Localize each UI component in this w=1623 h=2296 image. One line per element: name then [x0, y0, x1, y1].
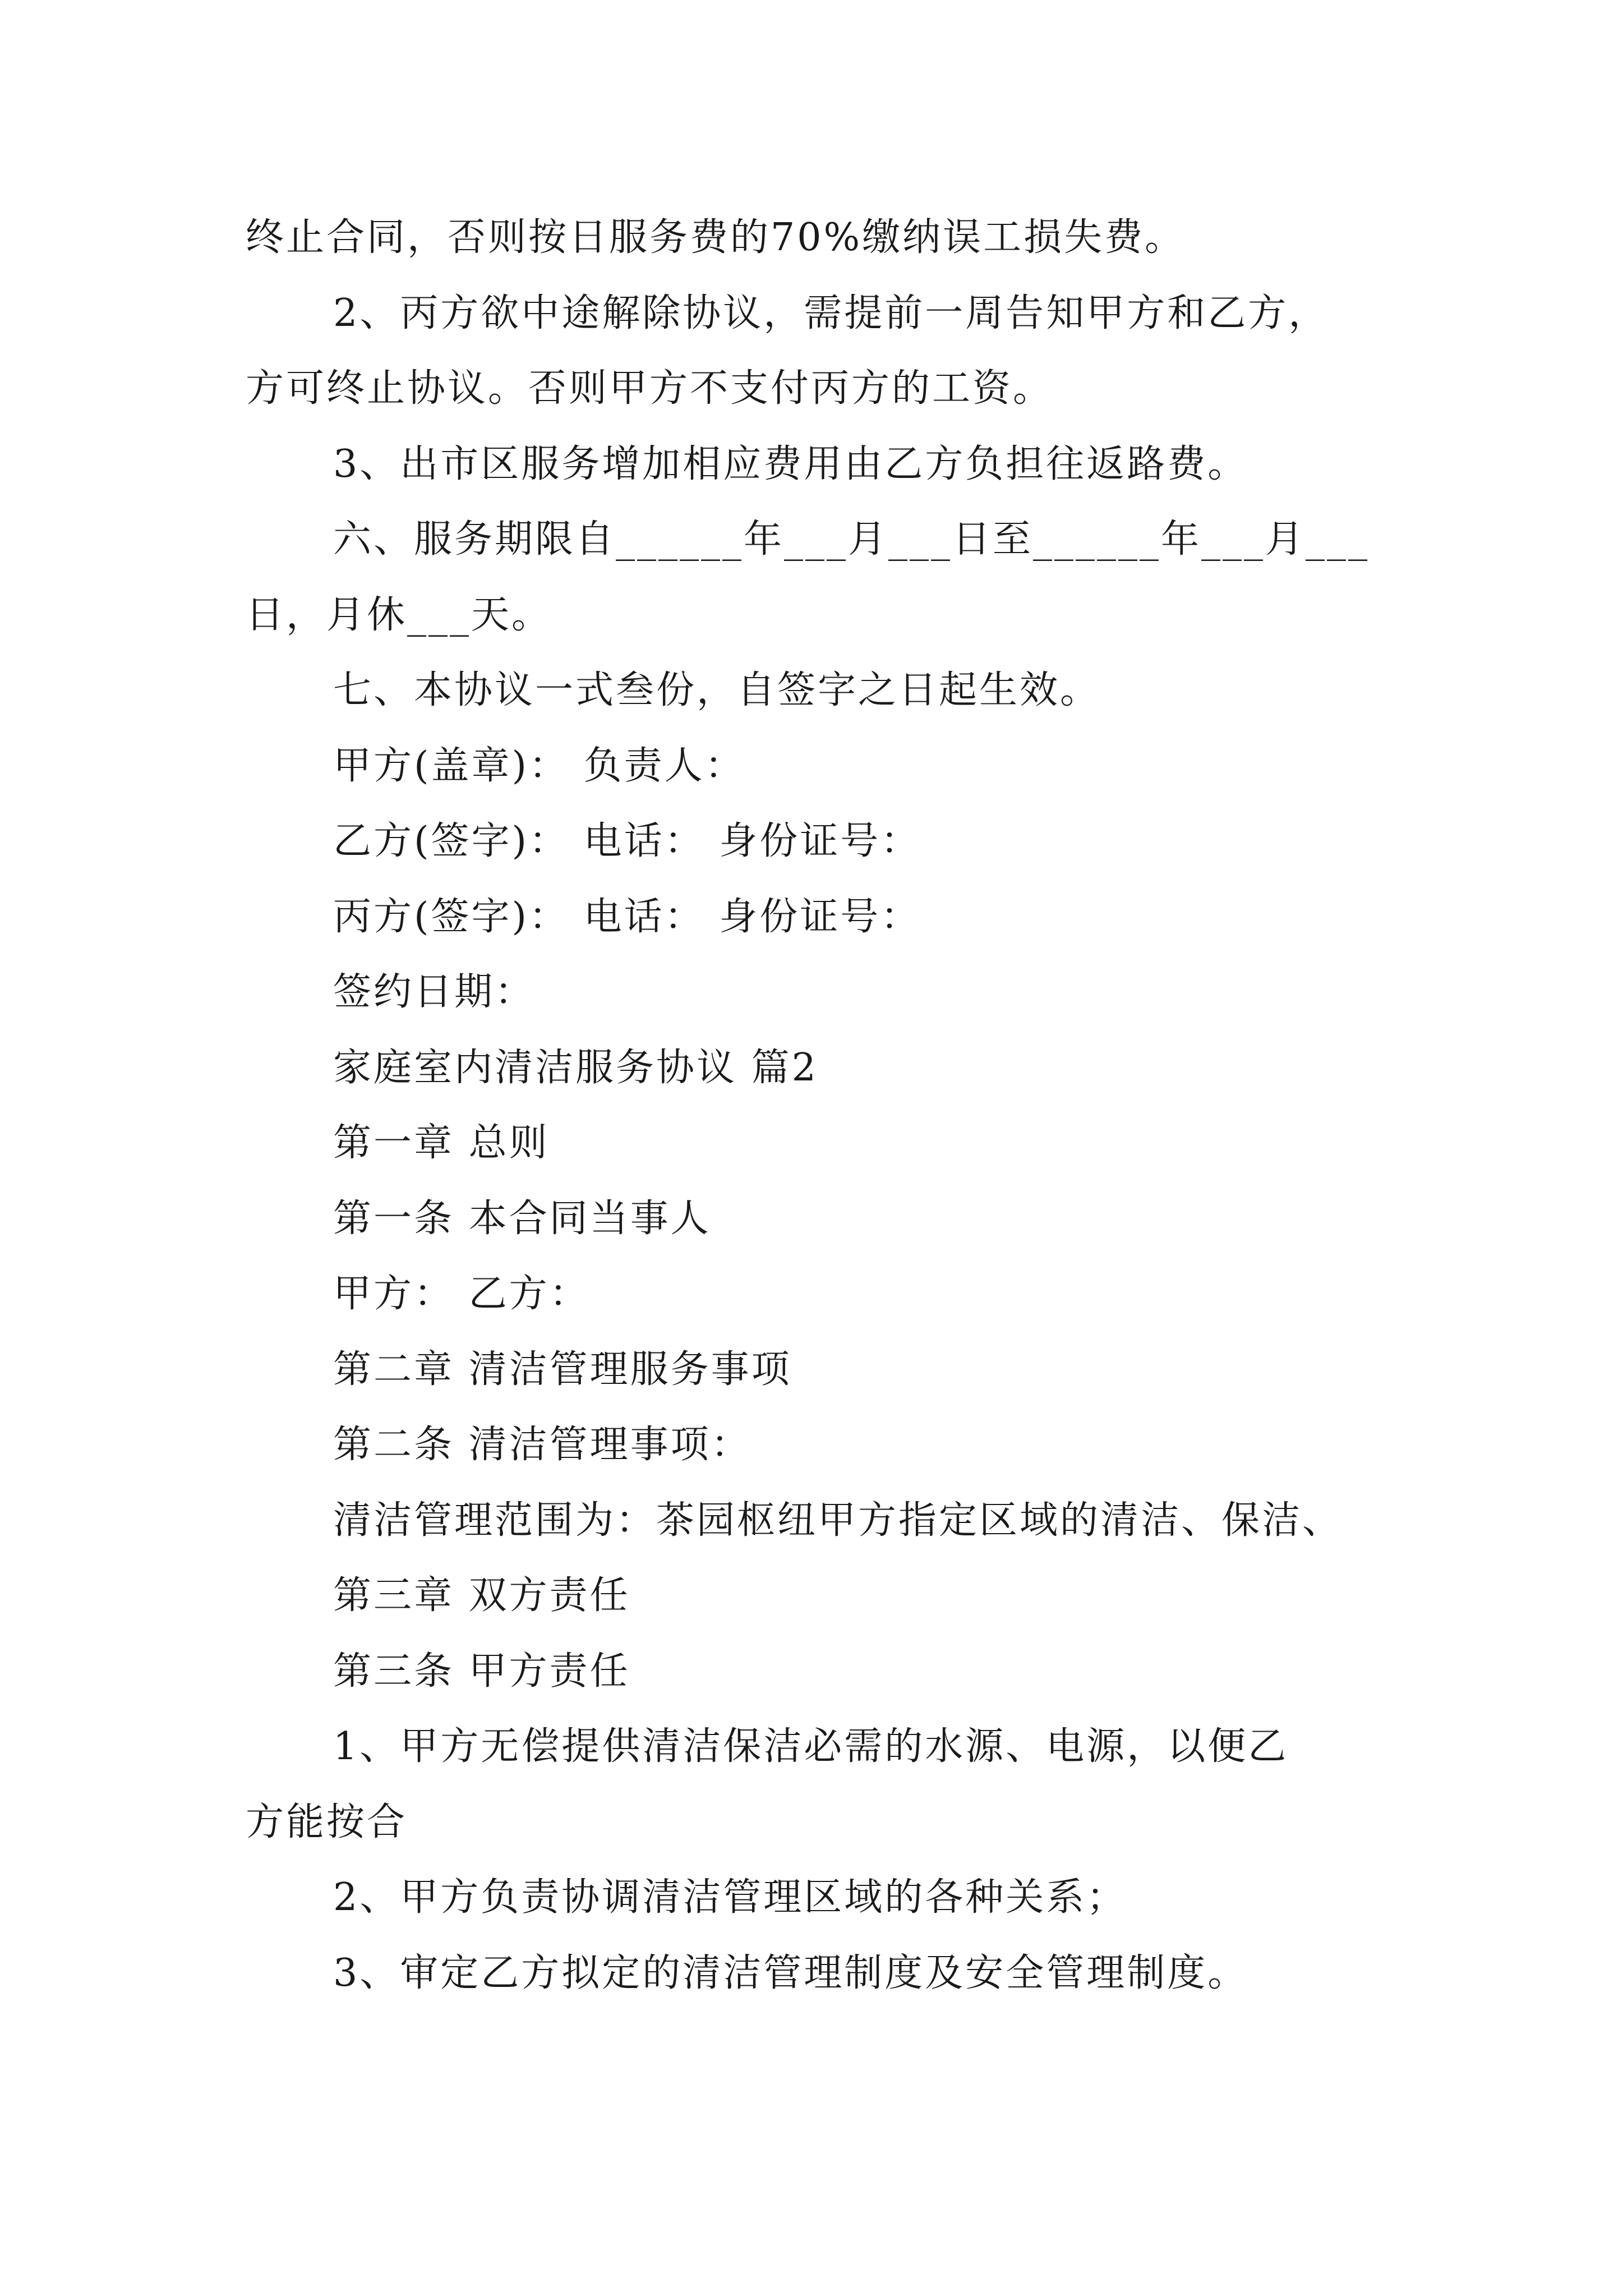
section-heading: 家庭室内清洁服务协议 篇2 [333, 1046, 818, 1090]
duty-1-line-2: 方能按合 [246, 1800, 408, 1844]
duty-3: 3、审定乙方拟定的清洁管理制度及安全管理制度。 [333, 1951, 1248, 1995]
duty-2: 2、甲方负责协调清洁管理区域的各种关系； [333, 1875, 1127, 1920]
parties-line: 甲方： 乙方： [333, 1272, 590, 1316]
article-2-heading: 第二条 清洁管理事项： [333, 1423, 751, 1467]
body-line-6: 日，月休___天。 [246, 593, 552, 637]
chapter-2-heading: 第二章 清洁管理服务事项 [333, 1347, 792, 1392]
chapter-1-heading: 第一章 总则 [333, 1121, 550, 1165]
duty-1-line-1: 1、甲方无偿提供清洁保洁必需的水源、电源，以便乙 [333, 1724, 1289, 1769]
signature-party-c: 丙方(签字)： 电话： 身份证号： [333, 895, 921, 939]
article-3-heading: 第三条 甲方责任 [333, 1649, 630, 1694]
body-line-5: 六、服务期限自______年___月___日至______年___月___ [333, 517, 1370, 562]
article-1-heading: 第一条 本合同当事人 [333, 1197, 711, 1241]
signing-date: 签约日期： [333, 970, 536, 1014]
signature-party-b: 乙方(签字)： 电话： 身份证号： [333, 819, 921, 863]
body-line-1: 终止合同，否则按日服务费的70%缴纳误工损失费。 [246, 215, 1186, 260]
scope-line: 清洁管理范围为：茶园枢纽甲方指定区域的清洁、保洁、 [333, 1498, 1343, 1543]
signature-party-a: 甲方(盖章)： 负责人： [333, 744, 745, 788]
body-line-3: 方可终止协议。否则甲方不支付丙方的工资。 [246, 366, 1054, 411]
chapter-3-heading: 第三章 双方责任 [333, 1573, 630, 1618]
body-line-7: 七、本协议一式叁份，自签字之日起生效。 [333, 668, 1101, 712]
body-line-2: 2、丙方欲中途解除协议，需提前一周告知甲方和乙方， [333, 291, 1329, 335]
body-line-4: 3、出市区服务增加相应费用由乙方负担往返路费。 [333, 442, 1248, 486]
